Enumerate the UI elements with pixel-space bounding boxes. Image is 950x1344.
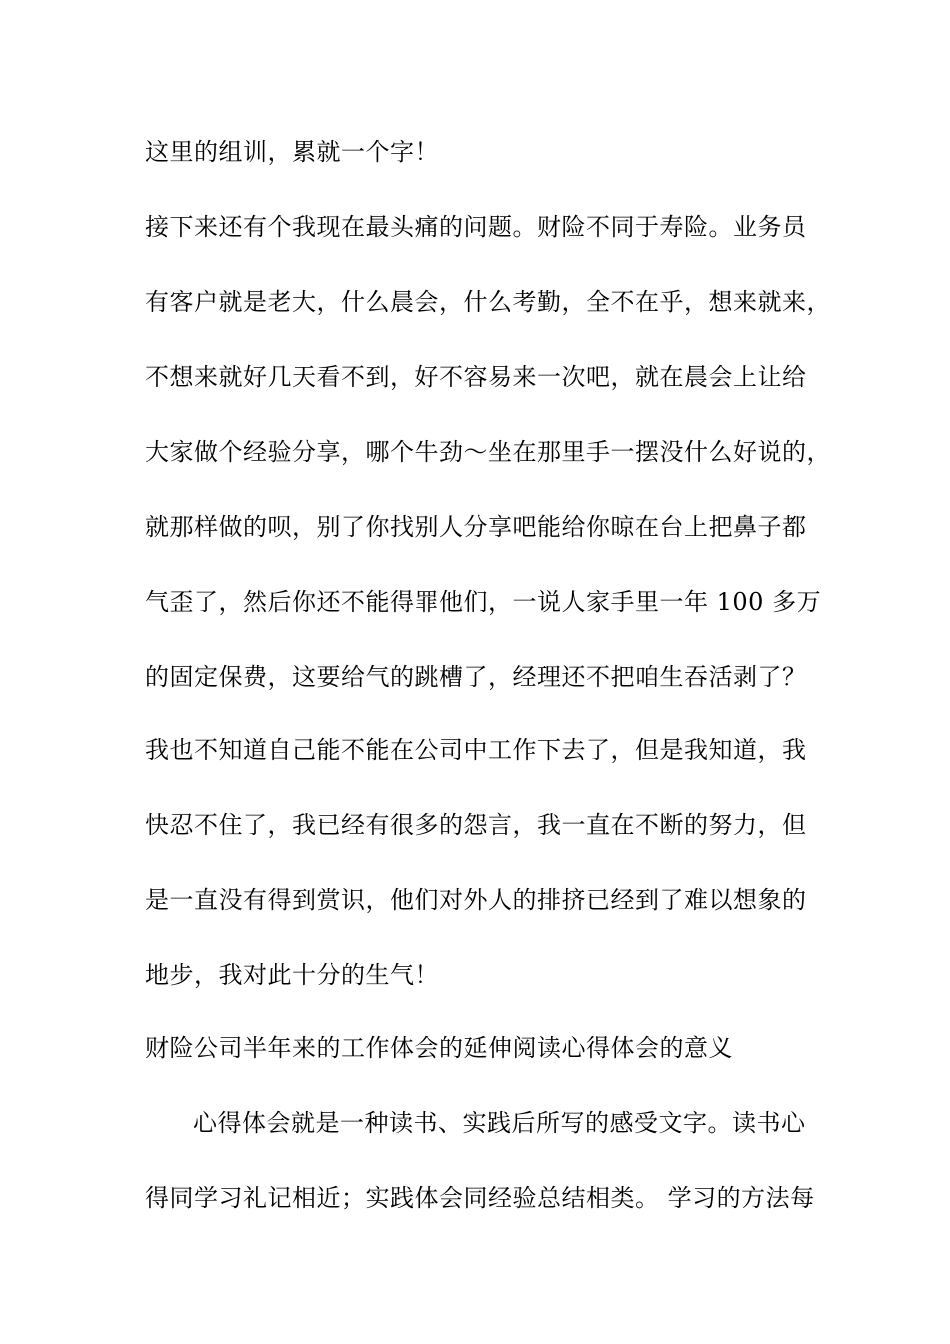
text-line-6: 就那样做的呗，别了你找别人分享吧能给你晾在台上把鼻子都 bbox=[145, 513, 807, 541]
text-line-1: 这里的组训，累就一个字！ bbox=[145, 138, 439, 166]
text-line-15: 得同学习礼记相近；实践体会同经验总结相类。 学习的方法每 bbox=[145, 1184, 815, 1212]
text-line-4: 不想来就好几天看不到，好不容易来一次吧，就在晨会上让给 bbox=[145, 363, 807, 391]
text-line-3: 有客户就是老大，什么晨会，什么考勤，全不在乎，想来就来， bbox=[145, 288, 831, 316]
text-line-9: 我也不知道自己能不能在公司中工作下去了，但是我知道，我 bbox=[145, 736, 807, 764]
paragraph-first-line: 心得体会就是一种读书、实践后所写的感受文字。读书心 bbox=[193, 1109, 806, 1137]
text-line-5: 大家做个经验分享，哪个牛劲～坐在那里手一摆没什么好说的， bbox=[145, 438, 831, 466]
text-line-11: 是一直没有得到赏识，他们对外人的排挤已经到了难以想象的 bbox=[145, 886, 807, 914]
text-line-2: 接下来还有个我现在最头痛的问题。财险不同于寿险。业务员 bbox=[145, 213, 807, 241]
text-line-8: 的固定保费，这要给气的跳槽了，经理还不把咱生吞活剥了？ bbox=[145, 663, 807, 691]
text-line-7: 气歪了，然后你还不能得罪他们，一说人家手里一年 100 多万 bbox=[145, 588, 822, 616]
text-line-10: 快忍不住了，我已经有很多的怨言，我一直在不断的努力，但 bbox=[145, 811, 807, 839]
text-line-12: 地步，我对此十分的生气！ bbox=[145, 961, 439, 989]
section-heading: 财险公司半年来的工作体会的延伸阅读心得体会的意义 bbox=[145, 1034, 733, 1062]
